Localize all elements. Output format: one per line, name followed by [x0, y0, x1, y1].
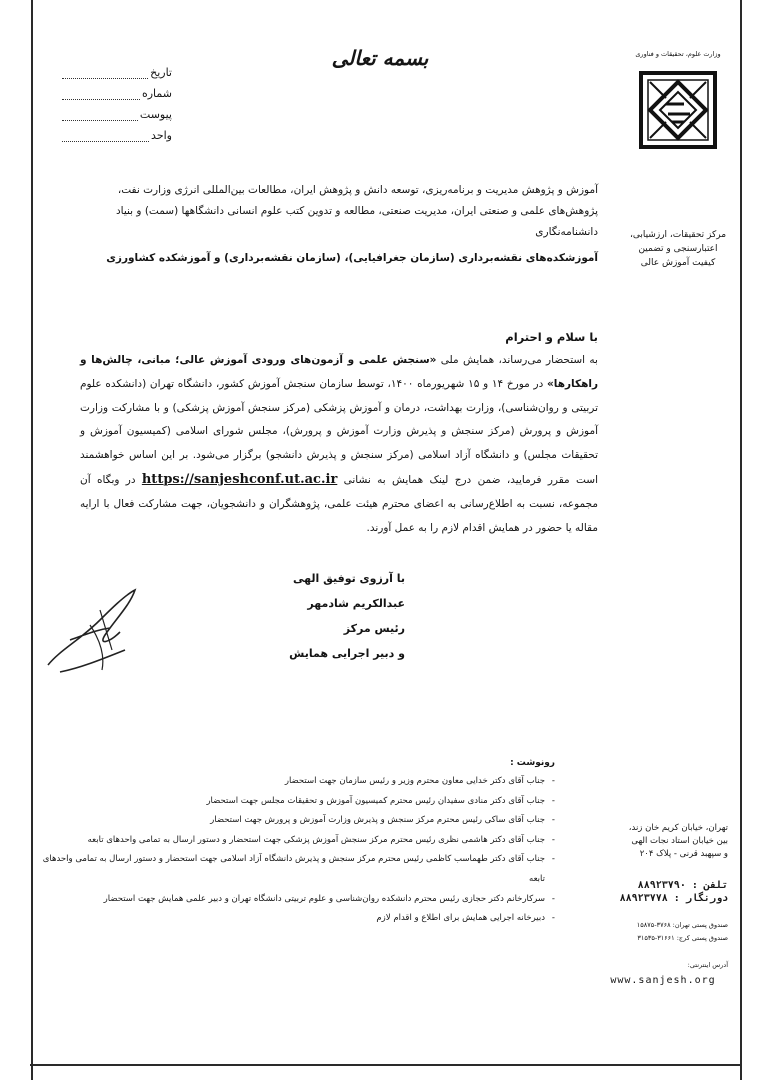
page-border-right	[740, 0, 742, 1080]
cc-items	[40, 772, 555, 929]
body-main: در مورخ ۱۴ و ۱۵ شهریورماه ۱۴۰۰، توسط سازمان سنجش آموزش کشور، دانشگاه تهران (دانشکده علوم تربیتی و روان‌شناسی)، وزارت بهداشت، درمان و آموزش پزشکی (مرکز سنجش آموزش پزشکی) و با مشارکت وزارت آموزش و پرورش (مرکز سنجش و پذیرش وزارت آموزش و پرورش)، مجلس شورای اسلامی (کمیسیون آموزش و تحقیقات مجلس) و دانشگاه آزاد اسلامی (مرکز سنجش و پذیرش دانشجو) برگزار می‌شود. بر این اساس خواهشمند است مقرر فرمایید، ضمن درج لینک همایش به نشانی	[80, 377, 598, 486]
signatory-title: رئیس مرکز	[343, 622, 405, 635]
website-link[interactable]: www.sanjesh.org	[610, 975, 716, 986]
page-border-left	[31, 0, 33, 1080]
meta-attachment-label: پیوست	[139, 108, 172, 121]
po-box-tehran: صندوق پستی تهران: ۳۷۶۸-۱۵۸۷۵	[636, 921, 728, 929]
meta-date-label: تاریخ	[150, 66, 172, 79]
body-closing: در وبگاه آن مجموعه، نسبت به اطلاع‌رسانی به اعضای محترم هیئت علمی، پژوهشگران و دانشجویان، جهت مشارکت فعال با ارایه مقاله یا حضور در همایش اقدام لازم را به عمل آورند.	[80, 473, 598, 534]
cc-item: - جناب آقای دکتر طهماسب کاظمی رئیس محترم مرکز سنجش و پذیرش دانشگاه آزاد اسلامی جهت استحضار و دستور ارسال به تمامی واحدهای تابعه	[40, 850, 555, 889]
cc-title: رونوشت :	[510, 758, 555, 768]
conference-link[interactable]: https://sanjeshconf.ut.ac.ir	[141, 471, 338, 487]
address-line-2: بین خیابان استاد نجات الهی	[631, 836, 728, 846]
addressees	[80, 180, 598, 269]
meta-date-line	[62, 68, 148, 79]
website-label: آدرس اینترنتی:	[687, 961, 728, 969]
meta-number-label: شماره	[141, 87, 172, 100]
address-line-3: و سپهبد قرنی - پلاک ۲۰۴	[639, 849, 728, 859]
handwritten-signature-icon	[40, 580, 150, 680]
addressees-line-2: آموزشکده‌های نقشه‌برداری (سازمان جغرافیایی)، (سازمان نقشه‌برداری) و آموزشکده کشاورزی	[106, 252, 598, 264]
letter-meta	[62, 58, 172, 142]
meta-number	[62, 79, 172, 100]
cc-item: - جناب آقای دکتر هاشمی نظری رئیس محترم مرکز سنجش آموزش پزشکی جهت استحضار و دستور ارسال به تمامی واحدهای تابعه	[40, 831, 555, 851]
meta-attachment	[62, 100, 172, 121]
address-line-1: تهران، خیابان کریم خان زند،	[628, 823, 728, 833]
fax-number: دورنگار : ۸۸۹۲۳۷۷۸	[619, 893, 728, 904]
cc-item: - جناب آقای ساکی رئیس محترم مرکز سنجش و پذیرش وزارت آموزش و پرورش جهت استحضار	[40, 811, 555, 831]
phone-number: تلفن : ۸۸۹۲۳۷۹۰	[637, 880, 728, 891]
po-box-karaj: صندوق پستی کرج: ۳۱۶۶۱-۳۱۵۳۵	[637, 934, 728, 942]
meta-number-line	[62, 89, 140, 100]
body-intro: به استحضار می‌رساند، همایش ملی	[436, 354, 598, 366]
salutation: با سلام و احترام	[505, 330, 598, 344]
meta-date	[62, 58, 172, 79]
institution-name: مرکز تحقیقات، ارزشیابی، اعتبارسنجی و تضمین کیفیت آموزش عالی	[629, 230, 727, 268]
letter-body	[80, 349, 598, 540]
signatory-name: عبدالکریم شادمهر	[307, 597, 405, 610]
logo-emblem-icon	[638, 70, 718, 150]
cc-item: - جناب آقای دکتر منادی سفیدان رئیس محترم کمیسیون آموزش و تحقیقات مجلس جهت استحضار	[40, 792, 555, 812]
cc-item: - جناب آقای دکتر خدایی معاون محترم وزیر و رئیس سازمان جهت استحضار	[40, 772, 555, 792]
ministry-name: وزارت علوم، تحقیقات و فناوری	[635, 50, 721, 58]
signatory-role: و دبیر اجرایی همایش	[289, 647, 405, 660]
page-border-bottom	[30, 1064, 742, 1066]
conference-title: «سنجش علمی و آزمون‌های ورودی آموزش عالی؛ مبانی، چالش‌ها و راهکارها»	[80, 354, 599, 390]
cc-list	[40, 758, 555, 929]
meta-attachment-line	[62, 110, 138, 121]
cc-item: - سرکارخانم دکتر حجازی رئیس محترم دانشکده روان‌شناسی و علوم تربیتی دانشگاه تهران و دبیر علمی همایش جهت استحضار	[40, 890, 555, 910]
meta-unit	[62, 121, 172, 142]
meta-unit-label: واحد	[151, 129, 172, 142]
closing-wish: با آرزوی توفیق الهی	[292, 572, 405, 585]
basmala: بسمه تعالی	[331, 46, 429, 70]
cc-item: - دبیرخانه اجرایی همایش برای اطلاع و اقدام لازم	[40, 909, 555, 929]
signature-block	[205, 566, 405, 666]
meta-unit-line	[62, 131, 149, 142]
institution-logo	[628, 50, 728, 270]
addressees-line-1: آموزش و پژوهش مدیریت و برنامه‌ریزی، توسعه دانش و پژوهش ایران، مطالعات بین‌المللی انرژی وزارت نفت، پژوهش‌های علمی و صنعتی ایران، مدیریت صنعتی، مطالعه و تدوین کتب علوم انسانی دانشگاهها (سمت) و بنیاد دانشنامه‌نگاری	[115, 184, 598, 238]
contact-info	[598, 822, 728, 987]
